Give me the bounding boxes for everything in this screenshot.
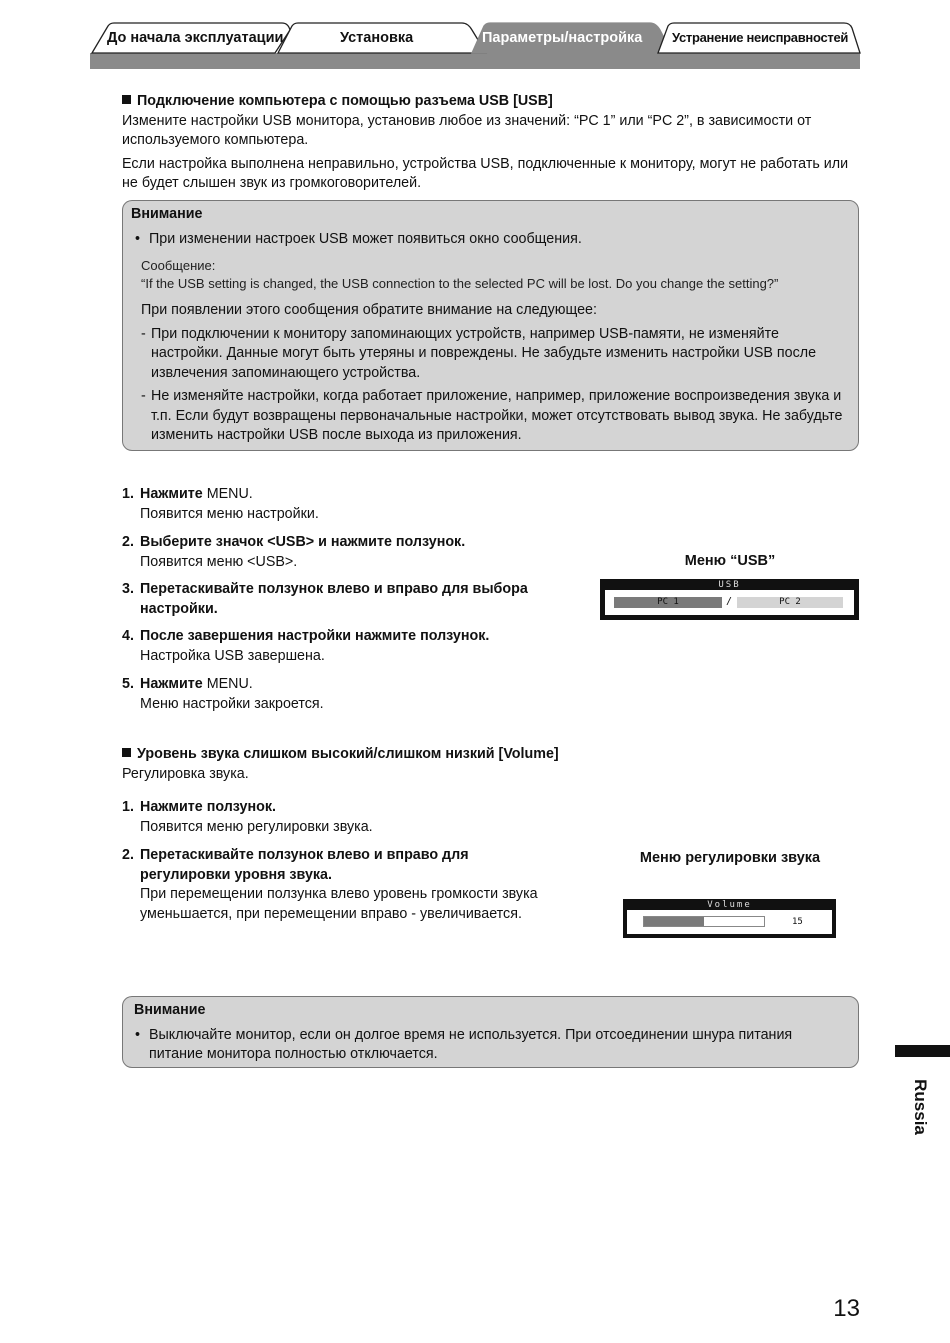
volume-menu-panel xyxy=(627,910,832,934)
usb-step-1: 1. Нажмите MENU. Появится меню настройки. xyxy=(122,486,319,522)
usb-para-2: Если настройка выполнена неправильно, устройства USB, подключенные к монитору, могут не работать или не будет слышен звук из громкоговорителей. xyxy=(122,155,849,191)
square-bullet-icon xyxy=(122,748,131,757)
volume-menu-osd xyxy=(623,899,836,938)
usb-step-4: 4. После завершения настройки нажмите ползунок. Настройка USB завершена. xyxy=(122,628,490,664)
language-label: Russia xyxy=(911,1079,930,1135)
volume-menu-caption: Меню регулировки звука xyxy=(639,850,821,866)
tab-troubleshooting[interactable]: Устранение неисправностей xyxy=(672,30,849,45)
usb-para-1: Измените настройки USB монитора, установив любое из значений: “PC 1” или “PC 2”, в зависимости от используемого компьютера. xyxy=(122,112,812,148)
message-block xyxy=(131,257,850,292)
volume-heading: Уровень звука слишком высокий/слишком низкий [Volume] xyxy=(122,745,862,765)
usb-menu-title: USB xyxy=(718,580,741,590)
volume-slider-fill xyxy=(644,917,704,926)
caution-box-volume xyxy=(122,996,859,1068)
usb-heading: Подключение компьютера с помощью разъема USB [USB] xyxy=(122,92,862,112)
tab-installation[interactable]: Установка xyxy=(340,30,414,46)
square-bullet-icon xyxy=(122,95,131,104)
section-tabs xyxy=(0,0,950,70)
volume-para: Регулировка звука. xyxy=(122,765,249,782)
caution-dash-2: - Не изменяйте настройки, когда работает приложение, например, приложение воспроизведения звука и т.п. Если будут возвращены первоначальные настройки, может отсутствовать вывод звука. Не забудьте изменить настройки USB после выхода из приложения. xyxy=(141,388,843,443)
usb-option-pc1[interactable]: PC 1 xyxy=(614,597,722,608)
page-number: 13 xyxy=(833,1295,860,1322)
volume-step-2: 2. Перетаскивайте ползунок влево и вправо для регулировки уровня звука. При перемещении ползунка влево уровень громкости звука уменьшается, при перемещении вправо - увеличивается. xyxy=(122,847,538,922)
volume-section xyxy=(122,745,862,784)
caution-title: Внимание xyxy=(134,1002,206,1018)
volume-slider-track[interactable] xyxy=(643,916,765,927)
usb-step-2: 2. Выберите значок <USB> и нажмите ползунок. Появится меню <USB>. xyxy=(122,534,466,570)
message-label: Сообщение: xyxy=(141,258,216,273)
tab-settings[interactable]: Параметры/настройка xyxy=(482,30,643,46)
tab-before-use[interactable]: До начала эксплуатации xyxy=(107,30,284,46)
caution-bullet: • При изменении настроек USB может появиться окно сообщения. xyxy=(135,230,582,247)
message-text: “If the USB setting is changed, the USB connection to the selected PC will be lost. Do you change the setting?” xyxy=(141,275,779,291)
caution-note: При появлении этого сообщения обратите внимание на следующее: xyxy=(141,302,597,318)
caution-title: Внимание xyxy=(131,206,203,222)
volume-menu-title: Volume xyxy=(707,900,752,910)
volume-value: 15 xyxy=(792,917,803,927)
usb-step-5: 5. Нажмите MENU. Меню настройки закроется. xyxy=(122,676,324,712)
usb-section xyxy=(122,92,862,194)
usb-menu-caption: Меню “USB” xyxy=(684,553,776,569)
caution-box-usb xyxy=(122,200,859,451)
caution-dash-1: - При подключении к монитору запоминающих устройств, например USB-памяти, не изменяйте настройки. Данные могут быть утеряны и повреждены. Не забудьте изменить настройки USB после извлечения запоминающего устройства. xyxy=(141,325,817,381)
caution-bullet: • Выключайте монитор, если он долгое время не используется. При отсоединении шнура питания питание монитора полностью отключается. xyxy=(135,1026,793,1062)
usb-step-3: 3. Перетаскивайте ползунок влево и вправо для выбора настройки. xyxy=(122,581,528,617)
usb-menu-panel xyxy=(605,590,854,615)
usb-menu-osd xyxy=(600,579,859,620)
language-tab-bar xyxy=(895,1045,950,1057)
usb-option-pc2[interactable]: PC 2 xyxy=(737,597,843,608)
usb-option-separator: / xyxy=(726,596,733,607)
volume-step-1: 1. Нажмите ползунок. Появится меню регулировки звука. xyxy=(122,799,373,835)
